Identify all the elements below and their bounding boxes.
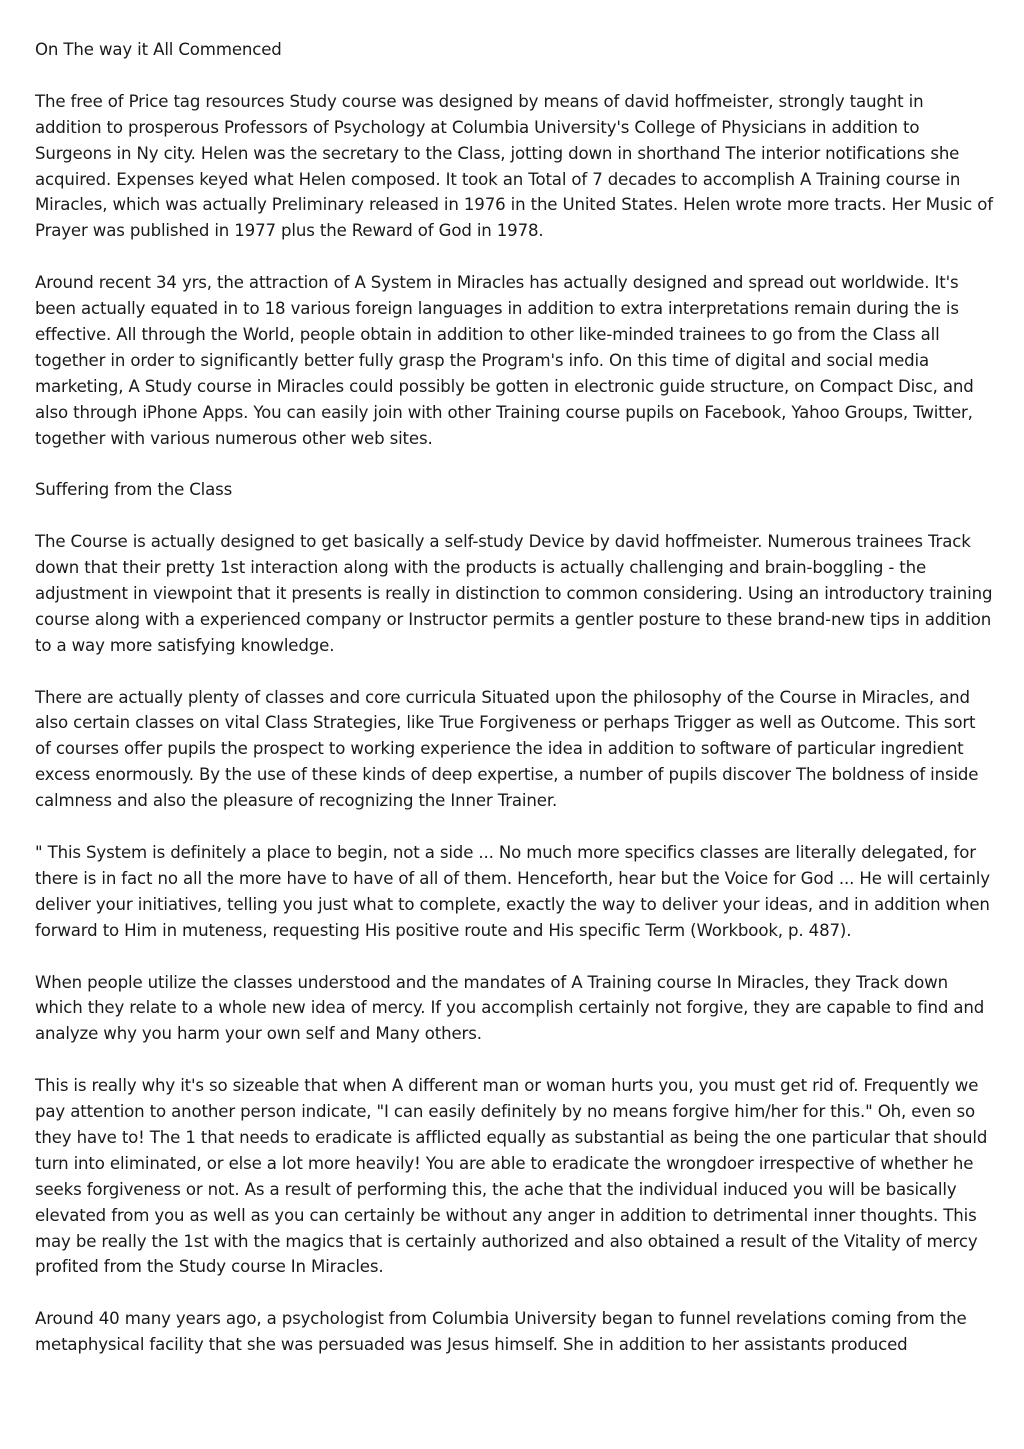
paragraph: The Course is actually designed to get basically a self-study Device by david hoffmeister. Numerous trainees Track down that their pretty 1st interaction along with the products is actually challenging and brain-boggling - the adjustment in viewpoint that it presents is really in distinction to common considering. Using an introductory training course along with a experienced company or Instructor permits a gentler posture to these brand-new tips in addition to a way more satisfying knowledge. <box>35 532 993 655</box>
document-body <box>35 37 995 1384</box>
section-heading: On The way it All Commenced <box>35 40 282 59</box>
section-heading: Suffering from the Class <box>35 480 233 500</box>
paragraph: This is really why it's so sizeable that when A different man or woman hurts you, you must get rid of. Frequently we pay attention to another person indicate, "I can easily definitely by no means forgive him/her for this." Oh, even so they have to! The 1 that needs to eradicate is afflicted equally as substantial as being the one particular that should turn into eliminated, or else a lot more heavily! You are able to eradicate the wrongdoer irrespective of whether he seeks forgiveness or not. As a result of performing this, the ache that the individual induced you will be basically elevated from you as well as you can certainly be without any anger in addition to detrimental inner thoughts. This may be really the 1st with the magics that is certainly authorized and also obtained a result of the Vitality of mercy profited from the Study course In Miracles. <box>35 1076 988 1277</box>
paragraph: There are actually plenty of classes and core curricula Situated upon the philosophy of the Course in Miracles, and also certain classes on vital Class Strategies, like True Forgiveness or perhaps Trigger as well as Outcome. This sort of courses offer pupils the prospect to working experience the idea in addition to software of particular ingredient excess enormously. By the use of these kinds of deep expertise, a number of pupils discover The boldness of inside calmness and also the pleasure of recognizing the Inner Trainer. <box>35 687 979 811</box>
paragraph: Around 40 many years ago, a psychologist from Columbia University began to funnel revelations coming from the metaphysical facility that she was persuaded was Jesus himself. She in addition to her assistants produced <box>35 1309 967 1355</box>
paragraph: Around recent 34 yrs, the attraction of A System in Miracles has actually designed and spread out worldwide. It's been actually equated in to 18 various foreign languages in addition to extra interpretations remain during the is effective. All through the World, people obtain in addition to other like-minded trainees to go from the Class all together in order to significantly better fully grasp the Program's info. On this time of digital and social media marketing, A Study course in Miracles could possibly be gotten in electronic guide structure, on Compact Disc, and also through iPhone Apps. You can easily join with other Training course pupils on Facebook, Yahoo Groups, Twitter, together with various numerous other web sites. <box>35 273 974 448</box>
paragraph: When people utilize the classes understood and the mandates of A Training course In Miracles, they Track down which they relate to a whole new idea of mercy. If you accomplish certainly not forgive, they are capable to find and analyze why you harm your own self and Many others. <box>35 972 985 1044</box>
paragraph: The free of Price tag resources Study course was designed by means of david hoffmeister, strongly taught in addition to prosperous Professors of Psychology at Columbia University's College of Physicians in addition to Surgeons in Ny city. Helen was the secretary to the Class, jotting down in shorthand The interior notifications she acquired. Expenses keyed what Helen composed. It took an Total of 7 decades to accomplish A Training course in Miracles, which was actually Preliminary released in 1976 in the United States. Helen wrote more tracts. Her Music of Prayer was published in 1977 plus the Reward of God in 1978. <box>35 91 993 241</box>
paragraph: " This System is definitely a place to begin, not a side ... No much more specifics classes are literally delegated, for there is in fact no all the more have to have of all of them. Henceforth, hear but the Voice for God ... He will certainly deliver your initiatives, telling you just what to complete, exactly the way to deliver your ideas, and in addition when forward to Him in muteness, requesting His positive route and His specific Term (Workbook, p. 487). <box>35 843 990 940</box>
